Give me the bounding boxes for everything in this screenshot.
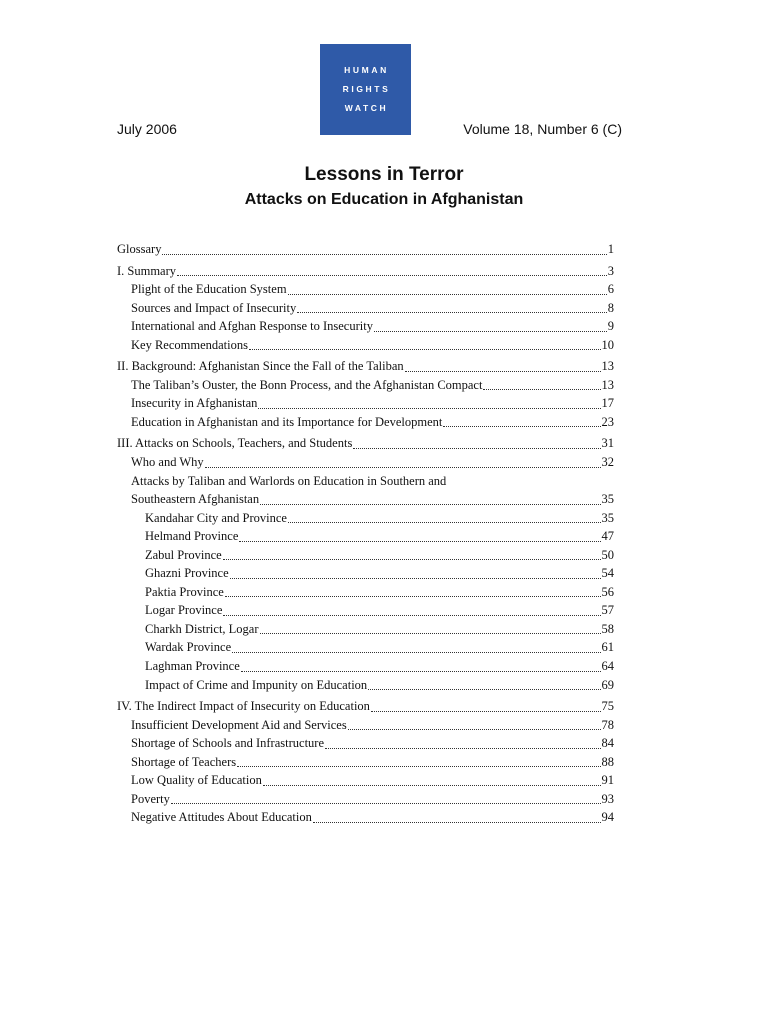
- toc-entry[interactable]: [117, 299, 614, 318]
- toc-entry-page: 35: [601, 492, 614, 507]
- toc-entry-page: 57: [601, 603, 614, 618]
- toc-entry[interactable]: [117, 336, 614, 355]
- toc-entry-page: 88: [601, 754, 614, 769]
- toc-entry-page: 47: [601, 529, 614, 544]
- toc-entry-title: Helmand Province: [145, 529, 239, 544]
- toc-entry-title: IV. The Indirect Impact of Insecurity on Education: [117, 699, 370, 714]
- toc-entry-title: Negative Attitudes About Education: [131, 810, 312, 825]
- toc-entry[interactable]: [117, 638, 614, 657]
- dot-leader: [260, 633, 601, 634]
- dot-leader: [483, 389, 600, 390]
- toc-entry-title: Ghazni Province: [145, 566, 229, 581]
- dot-leader: [313, 822, 601, 823]
- toc-entry-page: 35: [601, 510, 614, 525]
- dot-leader: [225, 596, 601, 597]
- toc-entry[interactable]: [117, 317, 614, 336]
- logo-line: RIGHTS: [342, 84, 391, 94]
- dot-leader: [232, 652, 600, 653]
- toc-entry-page: 54: [601, 566, 614, 581]
- toc-entry-title: Charkh District, Logar: [145, 621, 259, 636]
- toc-entry-page: 9: [607, 319, 614, 334]
- toc-entry-page: 13: [601, 359, 614, 374]
- dot-leader: [223, 559, 601, 560]
- dot-leader: [162, 254, 606, 255]
- toc-entry-title: II. Background: Afghanistan Since the Fall of the Taliban: [117, 359, 404, 374]
- toc-entry-title: Wardak Province: [145, 640, 232, 655]
- toc-entry-title: Attacks by Taliban and Warlords on Education in Southern and: [131, 473, 447, 488]
- toc-entry-title: Insufficient Development Aid and Services: [131, 717, 347, 732]
- toc-entry-page: 3: [607, 263, 614, 278]
- dot-leader: [443, 426, 600, 427]
- toc-entry-title: Laghman Province: [145, 659, 240, 674]
- report-volume: Volume 18, Number 6 (C): [463, 121, 622, 137]
- toc-entry-title: International and Afghan Response to Insecurity: [131, 319, 373, 334]
- dot-leader: [371, 711, 601, 712]
- toc-entry-title: Low Quality of Education: [131, 773, 262, 788]
- hrw-logo: [320, 44, 411, 135]
- dot-leader: [223, 615, 600, 616]
- toc-entry[interactable]: [117, 657, 614, 676]
- toc-entry-title: Kandahar City and Province: [145, 510, 287, 525]
- toc-entry-title: Sources and Impact of Insecurity: [131, 300, 297, 315]
- toc-entry-title: The Taliban’s Ouster, the Bonn Process, and the Afghanistan Compact: [131, 377, 483, 392]
- toc-entry-page: 50: [601, 547, 614, 562]
- toc-entry-title: Insecurity in Afghanistan: [131, 396, 258, 411]
- dot-leader: [249, 349, 601, 350]
- toc-entry-title: Logar Province: [145, 603, 223, 618]
- toc-entry[interactable]: [117, 280, 614, 299]
- dot-leader: [288, 522, 601, 523]
- toc-entry-page: 1: [607, 242, 614, 256]
- toc-entry[interactable]: [117, 564, 614, 583]
- toc-entry[interactable]: [117, 240, 614, 259]
- toc-entry[interactable]: [117, 620, 614, 639]
- dot-leader: [230, 578, 601, 579]
- dot-leader: [288, 294, 607, 295]
- toc-entry[interactable]: [117, 676, 614, 695]
- dot-leader: [260, 504, 600, 505]
- toc-entry-page: 17: [601, 396, 614, 411]
- toc-entry-title: Plight of the Education System: [131, 282, 287, 297]
- toc-entry-title: Impact of Crime and Impunity on Education: [145, 677, 368, 692]
- toc-entry-page: 6: [607, 282, 614, 297]
- toc-entry[interactable]: [117, 376, 614, 395]
- dot-leader: [325, 748, 601, 749]
- dot-leader: [205, 467, 601, 468]
- dot-leader: [177, 275, 607, 276]
- toc-entry[interactable]: [117, 716, 614, 735]
- dot-leader: [374, 331, 607, 332]
- toc-entry-page: 69: [601, 677, 614, 692]
- toc-entry[interactable]: [117, 808, 614, 827]
- toc-entry-title: Key Recommendations: [131, 337, 248, 352]
- toc-entry-title: I. Summary: [117, 263, 177, 278]
- toc-entry-title: Southeastern Afghanistan: [131, 492, 260, 507]
- toc-entry-title: Who and Why: [131, 455, 204, 470]
- dot-leader: [368, 689, 600, 690]
- toc-entry[interactable]: [117, 394, 614, 413]
- toc-entry-title: III. Attacks on Schools, Teachers, and Students: [117, 436, 353, 451]
- toc-entry[interactable]: [117, 771, 614, 790]
- toc-entry[interactable]: [117, 509, 614, 528]
- toc-entry[interactable]: [117, 262, 614, 281]
- toc-entry-page: 56: [601, 584, 614, 599]
- toc-entry-page: 91: [601, 773, 614, 788]
- toc-entry[interactable]: [117, 546, 614, 565]
- toc-entry[interactable]: [117, 697, 614, 716]
- toc-entry[interactable]: [117, 601, 614, 620]
- report-date: July 2006: [117, 121, 177, 137]
- toc-entry-page: 75: [601, 699, 614, 714]
- toc-entry-title: Zabul Province: [145, 547, 222, 562]
- toc-entry-title: Shortage of Teachers: [131, 754, 237, 769]
- toc-entry[interactable]: [117, 583, 614, 602]
- dot-leader: [237, 766, 600, 767]
- toc-entry[interactable]: [117, 753, 614, 772]
- toc-entry-title: Education in Afghanistan and its Importance for Development: [131, 414, 443, 429]
- toc-entry-title: Paktia Province: [145, 584, 224, 599]
- dot-leader: [239, 541, 600, 542]
- toc-entry[interactable]: [117, 790, 614, 809]
- toc-entry-title: Poverty: [131, 791, 170, 806]
- report-subtitle: Attacks on Education in Afghanistan: [244, 191, 524, 208]
- toc-entry-page: 58: [601, 621, 614, 636]
- toc-entry-page: 31: [601, 436, 614, 451]
- toc-entry-page: 64: [601, 659, 614, 674]
- toc-entry-page: 78: [601, 717, 614, 732]
- dot-leader: [297, 312, 607, 313]
- report-title: Lessons in Terror: [304, 164, 464, 185]
- toc-entry[interactable]: [117, 413, 614, 432]
- logo-line: HUMAN: [344, 65, 389, 75]
- dot-leader: [405, 371, 601, 372]
- toc-entry-page: 32: [601, 455, 614, 470]
- toc-entry[interactable]: [117, 357, 614, 376]
- toc-entry[interactable]: [117, 453, 614, 472]
- toc-entry-title: Shortage of Schools and Infrastructure: [131, 736, 324, 751]
- toc-entry-page: 84: [601, 736, 614, 751]
- dot-leader: [171, 803, 601, 804]
- toc-entry-page: 61: [601, 640, 614, 655]
- toc-entry[interactable]: [117, 734, 614, 753]
- toc-entry-title: Glossary: [117, 242, 162, 256]
- logo-line: WATCH: [344, 103, 389, 113]
- toc-entry-page: 10: [601, 337, 614, 352]
- toc-entry-page: 8: [607, 300, 614, 315]
- toc-entry-page: 13: [601, 377, 614, 392]
- toc-entry[interactable]: [117, 527, 614, 546]
- dot-leader: [258, 408, 600, 409]
- toc-entry[interactable]: [117, 490, 614, 509]
- toc-entry-page: 23: [601, 414, 614, 429]
- dot-leader: [263, 785, 601, 786]
- dot-leader: [348, 729, 601, 730]
- toc-entry[interactable]: [117, 472, 614, 491]
- toc-entry-page: 93: [601, 791, 614, 806]
- toc-entry-page: 94: [601, 810, 614, 825]
- dot-leader: [353, 448, 600, 449]
- table-of-contents: [117, 240, 614, 827]
- dot-leader: [241, 671, 601, 672]
- toc-entry[interactable]: [117, 434, 614, 453]
